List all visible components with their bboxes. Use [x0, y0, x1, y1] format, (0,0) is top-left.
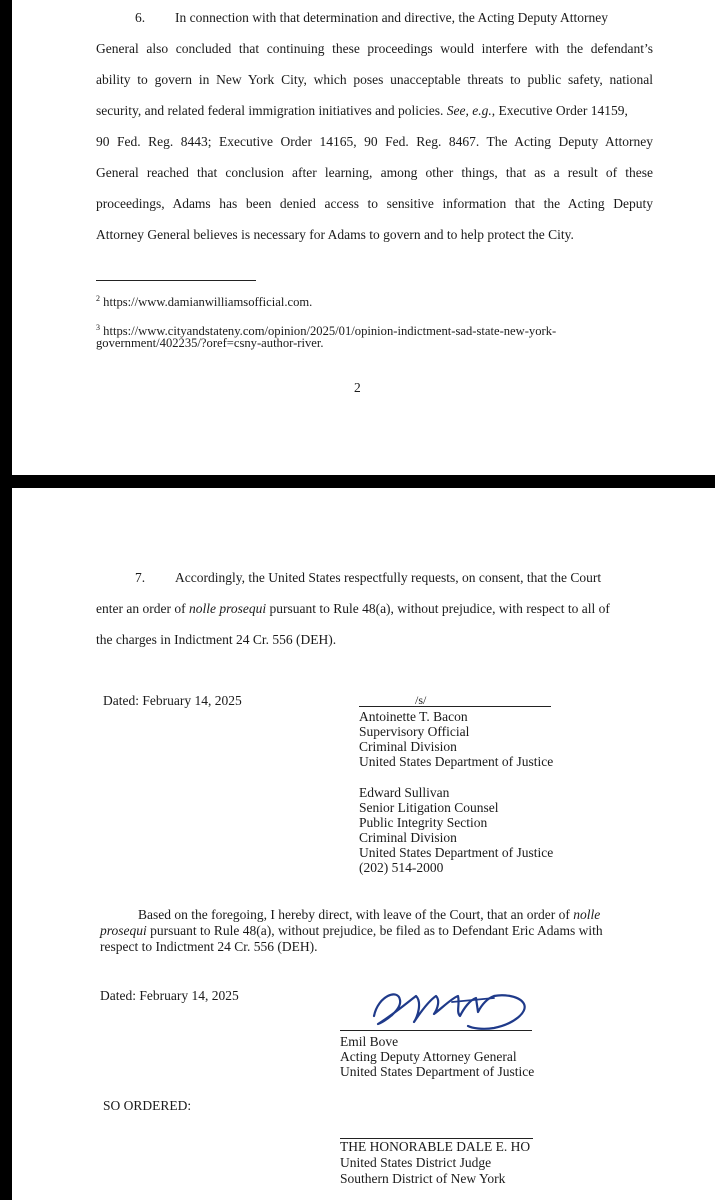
paragraph-line: General reached that conclusion after learning, among other things, that as a result of these [96, 165, 653, 180]
signer-department: United States Department of Justice [359, 845, 554, 860]
judge-district: Southern District of New York [340, 1171, 506, 1186]
date-line: Dated: February 14, 2025 [100, 988, 239, 1003]
signer-title: Supervisory Official [359, 724, 470, 739]
direction-line: prosequi pursuant to Rule 48(a), without prejudice, be filed as to Defendant Eric Adams with [100, 923, 603, 938]
document-page-2 [12, 0, 715, 475]
footnote-3: $^3$ https://www.cityandstateny.com/opinion/2025/01/opinion-indictment-sad-state-new-york- [96, 323, 557, 338]
paragraph-line: the charges in Indictment 24 Cr. 556 (DEH). [96, 632, 337, 647]
paragraph-line-with-citation: security, and related federal immigration initiatives and policies. See, e.g., Executive Order 14159, [96, 103, 628, 118]
document-page-3 [12, 488, 715, 1200]
signature-line [340, 1030, 532, 1031]
judge-name: THE HONORABLE DALE E. HO [340, 1139, 531, 1154]
signature-line [359, 706, 551, 707]
signer-phone: (202) 514-2000 [359, 860, 444, 875]
page-number: 2 [354, 380, 361, 395]
signer-name: Emil Bove [340, 1034, 399, 1049]
signer-section: Public Integrity Section [359, 815, 488, 830]
paragraph-line: Accordingly, the United States respectfully requests, on consent, that the Court [175, 570, 602, 585]
paragraph-line: Attorney General believes is necessary for Adams to govern and to help protect the City. [96, 227, 574, 242]
paragraph-line: 90 Fed. Reg. 8443; Executive Order 14165, 90 Fed. Reg. 8467. The Acting Deputy Attorney [96, 134, 653, 149]
signer-title: Senior Litigation Counsel [359, 800, 499, 815]
paragraph-number: 7. [135, 570, 146, 585]
signer-department: United States Department of Justice [359, 754, 554, 769]
paragraph-line: In connection with that determination and directive, the Acting Deputy Attorney [175, 10, 609, 25]
so-ordered-label: SO ORDERED: [103, 1098, 192, 1113]
footnote-2: $^2$ https://www.damianwilliamsofficial.com. [96, 294, 313, 309]
signer-name: Edward Sullivan [359, 785, 450, 800]
judge-title: United States District Judge [340, 1155, 492, 1170]
paragraph-line: proceedings, Adams has been denied access to sensitive information that the Acting Deputy [96, 196, 653, 211]
signer-title: Acting Deputy Attorney General [340, 1049, 517, 1064]
signer-name: Antoinette T. Bacon [359, 709, 468, 724]
signer-division: Criminal Division [359, 830, 457, 845]
signer-division: Criminal Division [359, 739, 457, 754]
paragraph-number: 6. [135, 10, 146, 25]
direction-line: Based on the foregoing, I hereby direct, with leave of the Court, that an order of nolle [138, 907, 601, 922]
footnote-3-continued: government/402235/?oref=csny-author-river. [96, 336, 324, 350]
paragraph-line: ability to govern in New York City, which poses unacceptable threats to public safety, national [96, 72, 653, 87]
date-line: Dated: February 14, 2025 [103, 693, 242, 708]
handwritten-signature [364, 978, 544, 1038]
footnote-separator [96, 280, 256, 281]
paragraph-line-with-italic: enter an order of nolle prosequi pursuant to Rule 48(a), without prejudice, with respect to all of [96, 601, 610, 616]
electronic-signature-mark: /s/ [415, 693, 427, 707]
signer-department: United States Department of Justice [340, 1064, 535, 1079]
paragraph-line: General also concluded that continuing these proceedings would interfere with the defendant’s [96, 41, 653, 56]
direction-line: respect to Indictment 24 Cr. 556 (DEH). [100, 939, 318, 954]
